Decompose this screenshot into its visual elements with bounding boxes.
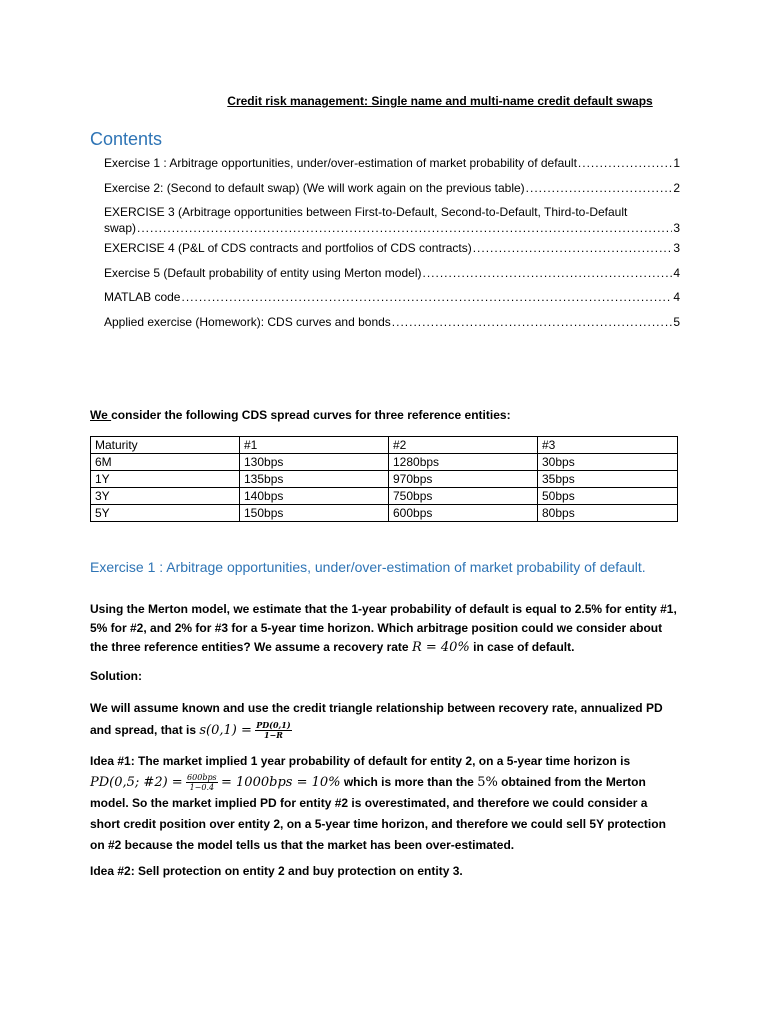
table-header-row — [91, 437, 678, 454]
toc-page-number: 3 — [673, 221, 680, 235]
table-of-contents — [104, 155, 680, 338]
toc-page-number: 4 — [673, 290, 680, 304]
table-header-cell: #2 — [389, 437, 538, 454]
table-cell: 600bps — [389, 505, 538, 522]
triangle-formula-lhs: s(0,1) = — [199, 723, 252, 738]
problem-text-end: in case of default. — [469, 640, 575, 654]
triangle-fraction — [255, 721, 291, 740]
credit-triangle-paragraph — [90, 697, 680, 742]
toc-entry-exercise-3[interactable] — [104, 204, 680, 236]
toc-page-number: 3 — [673, 241, 680, 255]
table-cell: 3Y — [91, 488, 240, 505]
toc-entry-label: (Arbitrage opportunities between First-to-Default, Second-to-Default, Third-to-Default — [174, 205, 628, 219]
table-cell: 5Y — [91, 505, 240, 522]
toc-entry-label: Applied exercise (Homework): CDS curves and bonds — [104, 314, 391, 329]
exercise-1-heading: Exercise 1 : Arbitrage opportunities, under/over-estimation of market probability of default. — [90, 559, 646, 575]
toc-entry-label: Exercise 5 (Default probability of entity using Merton model) — [104, 265, 422, 280]
toc-entry-label: EXERCISE 4 (P&L of CDS contracts and portfolios of CDS contracts) — [104, 241, 472, 255]
toc-leader-dots — [137, 220, 672, 236]
toc-entry-label: Exercise 1 : Arbitrage opportunities, under/over-estimation of market probability of default — [104, 156, 577, 170]
intro-underlined-word: We — [90, 408, 112, 422]
toc-page-number: 4 — [673, 265, 680, 280]
idea-1-paragraph — [90, 751, 680, 856]
toc-page-number: 5 — [673, 314, 680, 329]
fraction-denominator: 1−R — [263, 730, 283, 741]
table-header-cell: Maturity — [91, 437, 240, 454]
toc-leader-dots — [473, 240, 673, 256]
contents-heading: Contents — [90, 129, 163, 149]
table-cell: 1Y — [91, 471, 240, 488]
toc-leader-dots — [181, 289, 672, 305]
toc-entry-label-continued: swap) — [104, 221, 137, 235]
idea-1-text: Idea #1: The market implied 1 year probability of default for entity 2, on a 5-year time horizon is — [90, 754, 631, 768]
table-cell: 1280bps — [389, 454, 538, 471]
toc-entry-label: Exercise 2: (Second to default swap) (We will work again on the previous table) — [104, 180, 525, 195]
exercise-1-problem — [90, 600, 680, 657]
toc-entry-exercise-1[interactable] — [104, 155, 680, 180]
table-row — [91, 488, 678, 505]
idea-1-formula-rhs: = 1000bps = 10% — [221, 775, 341, 790]
table-row — [91, 505, 678, 522]
toc-leader-dots — [422, 265, 672, 281]
toc-entry-label: MATLAB code — [104, 290, 181, 304]
fraction-numerator: PD(0,1) — [256, 720, 291, 731]
table-header-cell: #1 — [240, 437, 389, 454]
idea-2-paragraph: Idea #2: Sell protection on entity 2 and buy protection on entity 3. — [90, 864, 463, 878]
table-row — [91, 454, 678, 471]
table-cell: 130bps — [240, 454, 389, 471]
table-cell: 750bps — [389, 488, 538, 505]
table-cell: 35bps — [538, 471, 678, 488]
toc-entry-exercise-4[interactable] — [104, 240, 680, 265]
fraction-numerator: 600bps — [187, 773, 217, 783]
document-title: Credit risk management: Single name and multi-name credit default swaps — [227, 94, 653, 108]
toc-leader-dots — [578, 155, 672, 171]
table-header-cell: #3 — [538, 437, 678, 454]
idea-1-fraction — [186, 773, 218, 792]
idea-1-text-c: obtained from the Merton model. So the market implied PD for entity #2 is overestimated, and therefore we could consider a short credit position over entity 2, on a 5-year time horizon, and therefore we could sell 5Y protection on #2 because the model tells us that the market has been over-estimated. — [90, 775, 666, 852]
table-cell: 50bps — [538, 488, 678, 505]
table-cell: 150bps — [240, 505, 389, 522]
table-cell: 30bps — [538, 454, 678, 471]
table-cell: 970bps — [389, 471, 538, 488]
toc-leader-dots — [526, 180, 673, 196]
cds-spread-table — [90, 436, 678, 522]
problem-text: Using the Merton model, we estimate that the 1-year probability of default is equal to 2.5% for entity #1, 5% for #2, and 2% for #3 for a 5-year time horizon. Which arbitrage position could we consider about the three reference entities? We assume a recovery rate — [90, 602, 677, 654]
fraction-denominator: 1−0.4 — [189, 783, 215, 793]
idea-1-formula-lhs: PD(0,5; #2) = — [90, 775, 183, 790]
merton-pd-math: 5% — [477, 775, 498, 790]
toc-leader-dots — [392, 314, 673, 330]
intro-sentence — [90, 408, 511, 422]
table-cell: 6M — [91, 454, 240, 471]
toc-entry-exercise-5[interactable] — [104, 265, 680, 290]
triangle-text: We will assume known and use the credit triangle relationship between recovery rate, annualized PD and spread, that is — [90, 701, 663, 737]
toc-entry-label-bold: EXERCISE 3 — [104, 205, 175, 219]
toc-page-number: 1 — [673, 156, 680, 170]
toc-entry-applied-exercise[interactable] — [104, 314, 680, 339]
toc-entry-exercise-2[interactable] — [104, 180, 680, 205]
toc-page-number: 2 — [673, 180, 680, 195]
solution-label: Solution: — [90, 669, 142, 683]
table-cell: 140bps — [240, 488, 389, 505]
intro-text: consider the following CDS spread curves for three reference entities: — [111, 408, 511, 422]
idea-1-text-b: which is more than the — [340, 775, 478, 789]
table-cell: 135bps — [240, 471, 389, 488]
table-cell: 80bps — [538, 505, 678, 522]
recovery-rate-math: R = 40% — [411, 640, 470, 655]
table-row — [91, 471, 678, 488]
toc-entry-matlab-code[interactable] — [104, 289, 680, 314]
